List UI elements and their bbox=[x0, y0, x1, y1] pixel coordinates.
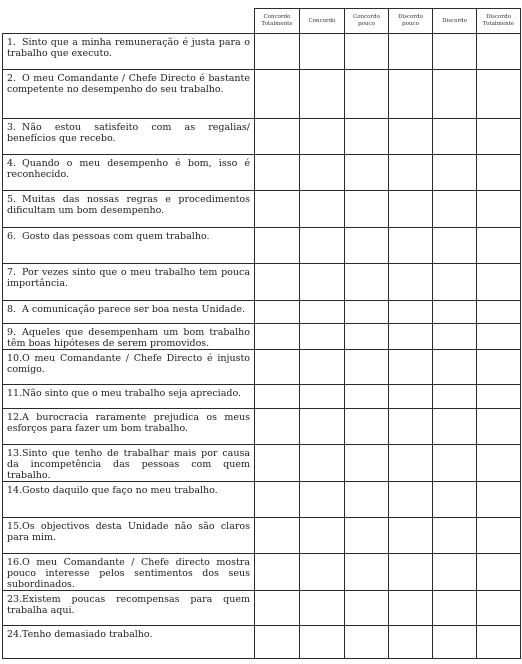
question-number: 13. bbox=[7, 448, 23, 459]
answer-cell[interactable] bbox=[389, 591, 433, 626]
answer-cell[interactable] bbox=[477, 324, 521, 350]
answer-cell[interactable] bbox=[477, 554, 521, 591]
header-blank-cell bbox=[3, 9, 255, 34]
question-text: Não sinto que o meu trabalho seja apreciado. bbox=[22, 388, 242, 399]
question-text: Não estou satisfeito com as regalias/ benefícios que recebo. bbox=[7, 122, 250, 144]
answer-cell[interactable] bbox=[345, 155, 389, 191]
answer-cell[interactable] bbox=[389, 409, 433, 445]
answer-cell[interactable] bbox=[255, 445, 300, 482]
question-row bbox=[3, 264, 521, 301]
column-header: Discordo pouco bbox=[389, 9, 433, 34]
answer-cell[interactable] bbox=[433, 350, 477, 385]
question-cell bbox=[3, 350, 255, 385]
answer-cell[interactable] bbox=[477, 626, 521, 659]
question-row bbox=[3, 119, 521, 155]
answer-cell[interactable] bbox=[345, 445, 389, 482]
question-number: 14. bbox=[7, 485, 23, 496]
question-row bbox=[3, 228, 521, 264]
answer-cell[interactable] bbox=[345, 409, 389, 445]
answer-cell[interactable] bbox=[300, 34, 345, 70]
answer-cell[interactable] bbox=[300, 191, 345, 228]
answer-cell[interactable] bbox=[300, 482, 345, 518]
question-number: 16. bbox=[7, 557, 23, 568]
answer-cell[interactable] bbox=[255, 591, 300, 626]
answer-cell[interactable] bbox=[433, 482, 477, 518]
question-text: Por vezes sinto que o meu trabalho tem pouca importância. bbox=[7, 267, 250, 289]
answer-cell[interactable] bbox=[433, 191, 477, 228]
answer-cell[interactable] bbox=[477, 385, 521, 409]
answer-cell[interactable] bbox=[345, 626, 389, 659]
column-header: Concordo bbox=[300, 9, 345, 34]
question-cell bbox=[3, 34, 255, 70]
question-number: 9. bbox=[7, 327, 17, 338]
answer-cell[interactable] bbox=[389, 385, 433, 409]
answer-cell[interactable] bbox=[300, 228, 345, 264]
question-row bbox=[3, 518, 521, 554]
answer-cell[interactable] bbox=[345, 119, 389, 155]
answer-cell[interactable] bbox=[433, 155, 477, 191]
answer-cell[interactable] bbox=[255, 228, 300, 264]
question-cell bbox=[3, 191, 255, 228]
answer-cell[interactable] bbox=[433, 591, 477, 626]
answer-cell[interactable] bbox=[300, 155, 345, 191]
answer-cell[interactable] bbox=[477, 350, 521, 385]
answer-cell[interactable] bbox=[300, 324, 345, 350]
answer-cell[interactable] bbox=[389, 34, 433, 70]
question-number: 3. bbox=[7, 122, 17, 133]
question-cell bbox=[3, 324, 255, 350]
question-row bbox=[3, 385, 521, 409]
question-row bbox=[3, 70, 521, 119]
question-number: 2. bbox=[7, 73, 17, 84]
answer-cell[interactable] bbox=[300, 350, 345, 385]
answer-cell[interactable] bbox=[255, 554, 300, 591]
question-number: 5. bbox=[7, 194, 17, 205]
answer-cell[interactable] bbox=[433, 119, 477, 155]
question-number: 1. bbox=[7, 37, 17, 48]
answer-cell[interactable] bbox=[345, 228, 389, 264]
answer-cell[interactable] bbox=[345, 385, 389, 409]
answer-cell[interactable] bbox=[477, 301, 521, 324]
question-cell bbox=[3, 445, 255, 482]
answer-cell[interactable] bbox=[433, 34, 477, 70]
header-row bbox=[3, 9, 521, 34]
question-cell bbox=[3, 409, 255, 445]
answer-cell[interactable] bbox=[477, 155, 521, 191]
question-text: Aqueles que desempenham um bom trabalho têm boas hipóteses de serem promovidos. bbox=[7, 327, 250, 349]
question-text: Tenho demasiado trabalho. bbox=[22, 629, 153, 640]
question-row bbox=[3, 409, 521, 445]
question-text: O meu Comandante / Chefe directo mostra pouco interesse pelos sentimentos dos seus subordinados. bbox=[7, 557, 250, 590]
question-number: 4. bbox=[7, 158, 17, 169]
column-header: Discordo bbox=[433, 9, 477, 34]
question-text: Os objectivos desta Unidade não são claros para mim. bbox=[7, 521, 250, 543]
answer-cell[interactable] bbox=[477, 445, 521, 482]
answer-cell[interactable] bbox=[345, 70, 389, 119]
answer-cell[interactable] bbox=[345, 301, 389, 324]
answer-cell[interactable] bbox=[255, 385, 300, 409]
question-cell bbox=[3, 155, 255, 191]
answer-cell[interactable] bbox=[477, 119, 521, 155]
question-number: 24. bbox=[7, 629, 23, 640]
question-number: 15. bbox=[7, 521, 23, 532]
answer-cell[interactable] bbox=[345, 591, 389, 626]
question-row bbox=[3, 324, 521, 350]
column-header: Concordo Totalmente bbox=[255, 9, 300, 34]
answer-cell[interactable] bbox=[477, 191, 521, 228]
answer-cell[interactable] bbox=[345, 482, 389, 518]
question-row bbox=[3, 445, 521, 482]
answer-cell[interactable] bbox=[345, 518, 389, 554]
question-cell bbox=[3, 264, 255, 301]
answer-cell[interactable] bbox=[389, 554, 433, 591]
answer-cell[interactable] bbox=[433, 409, 477, 445]
answer-cell[interactable] bbox=[433, 70, 477, 119]
question-cell bbox=[3, 385, 255, 409]
answer-cell[interactable] bbox=[389, 191, 433, 228]
column-header: Concordo pouco bbox=[345, 9, 389, 34]
answer-cell[interactable] bbox=[255, 301, 300, 324]
answer-cell[interactable] bbox=[255, 350, 300, 385]
answer-cell[interactable] bbox=[345, 350, 389, 385]
question-cell bbox=[3, 554, 255, 591]
question-number: 10. bbox=[7, 353, 23, 364]
question-row bbox=[3, 554, 521, 591]
question-text: Gosto das pessoas com quem trabalho. bbox=[22, 231, 210, 242]
question-row bbox=[3, 482, 521, 518]
answer-cell[interactable] bbox=[433, 228, 477, 264]
question-number: 12. bbox=[7, 412, 23, 423]
question-text: O meu Comandante / Chefe Directo é injusto comigo. bbox=[7, 353, 250, 375]
answer-cell[interactable] bbox=[345, 191, 389, 228]
answer-cell[interactable] bbox=[300, 626, 345, 659]
question-text: A burocracia raramente prejudica os meus esforços para fazer um bom trabalho. bbox=[7, 412, 250, 434]
answer-cell[interactable] bbox=[255, 626, 300, 659]
answer-cell[interactable] bbox=[433, 324, 477, 350]
question-cell bbox=[3, 626, 255, 659]
answer-cell[interactable] bbox=[255, 70, 300, 119]
answer-cell[interactable] bbox=[300, 409, 345, 445]
answer-cell[interactable] bbox=[477, 409, 521, 445]
answer-cell[interactable] bbox=[300, 385, 345, 409]
answer-cell[interactable] bbox=[389, 482, 433, 518]
answer-cell[interactable] bbox=[345, 554, 389, 591]
answer-cell[interactable] bbox=[477, 70, 521, 119]
answer-cell[interactable] bbox=[300, 518, 345, 554]
answer-cell[interactable] bbox=[255, 518, 300, 554]
answer-cell[interactable] bbox=[389, 264, 433, 301]
answer-cell[interactable] bbox=[345, 264, 389, 301]
answer-cell[interactable] bbox=[389, 155, 433, 191]
question-number: 6. bbox=[7, 231, 17, 242]
column-header: Discordo Totalmente bbox=[477, 9, 521, 34]
answer-cell[interactable] bbox=[389, 301, 433, 324]
question-row bbox=[3, 626, 521, 659]
question-row bbox=[3, 191, 521, 228]
question-cell bbox=[3, 518, 255, 554]
question-cell bbox=[3, 70, 255, 119]
question-row bbox=[3, 155, 521, 191]
answer-cell[interactable] bbox=[433, 264, 477, 301]
question-cell bbox=[3, 228, 255, 264]
answer-cell[interactable] bbox=[433, 626, 477, 659]
answer-cell[interactable] bbox=[345, 34, 389, 70]
survey-table bbox=[2, 8, 521, 659]
question-text: Existem poucas recompensas para quem trabalha aqui. bbox=[7, 594, 250, 616]
question-number: 11. bbox=[7, 388, 23, 399]
answer-cell[interactable] bbox=[255, 191, 300, 228]
question-text: Muitas das nossas regras e procedimentos dificultam um bom desempenho. bbox=[7, 194, 250, 216]
question-cell bbox=[3, 482, 255, 518]
question-row bbox=[3, 34, 521, 70]
answer-cell[interactable] bbox=[389, 70, 433, 119]
answer-cell[interactable] bbox=[477, 591, 521, 626]
answer-cell[interactable] bbox=[389, 228, 433, 264]
question-row bbox=[3, 301, 521, 324]
question-text: Sinto que tenho de trabalhar mais por causa da incompetência das pessoas com quem trabalho. bbox=[7, 448, 250, 481]
question-cell bbox=[3, 591, 255, 626]
question-number: 23. bbox=[7, 594, 23, 605]
answer-cell[interactable] bbox=[300, 591, 345, 626]
answer-cell[interactable] bbox=[477, 482, 521, 518]
answer-cell[interactable] bbox=[300, 301, 345, 324]
question-text: A comunicação parece ser boa nesta Unidade. bbox=[22, 304, 246, 315]
answer-cell[interactable] bbox=[300, 554, 345, 591]
answer-cell[interactable] bbox=[389, 119, 433, 155]
answer-cell[interactable] bbox=[389, 518, 433, 554]
answer-cell[interactable] bbox=[433, 301, 477, 324]
answer-cell[interactable] bbox=[255, 34, 300, 70]
answer-cell[interactable] bbox=[300, 70, 345, 119]
answer-cell[interactable] bbox=[255, 482, 300, 518]
answer-cell[interactable] bbox=[477, 34, 521, 70]
answer-cell[interactable] bbox=[300, 264, 345, 301]
answer-cell[interactable] bbox=[300, 445, 345, 482]
answer-cell[interactable] bbox=[255, 155, 300, 191]
question-row bbox=[3, 591, 521, 626]
question-text: O meu Comandante / Chefe Directo é bastante competente no desempenho do seu trabalho. bbox=[7, 73, 250, 95]
answer-cell[interactable] bbox=[255, 264, 300, 301]
answer-cell[interactable] bbox=[389, 350, 433, 385]
answer-cell[interactable] bbox=[389, 324, 433, 350]
question-number: 7. bbox=[7, 267, 17, 278]
question-text: Gosto daquilo que faço no meu trabalho. bbox=[22, 485, 218, 496]
answer-cell[interactable] bbox=[255, 119, 300, 155]
question-number: 8. bbox=[7, 304, 17, 315]
answer-cell[interactable] bbox=[477, 264, 521, 301]
answer-cell[interactable] bbox=[255, 409, 300, 445]
answer-cell[interactable] bbox=[433, 385, 477, 409]
question-text: Quando o meu desempenho é bom, isso é reconhecido. bbox=[7, 158, 250, 180]
answer-cell[interactable] bbox=[477, 518, 521, 554]
answer-cell[interactable] bbox=[300, 119, 345, 155]
question-row bbox=[3, 350, 521, 385]
answer-cell[interactable] bbox=[477, 228, 521, 264]
answer-cell[interactable] bbox=[433, 445, 477, 482]
answer-cell[interactable] bbox=[345, 324, 389, 350]
question-cell bbox=[3, 301, 255, 324]
answer-cell[interactable] bbox=[389, 626, 433, 659]
answer-cell[interactable] bbox=[433, 554, 477, 591]
answer-cell[interactable] bbox=[255, 324, 300, 350]
answer-cell[interactable] bbox=[389, 445, 433, 482]
answer-cell[interactable] bbox=[433, 518, 477, 554]
question-cell bbox=[3, 119, 255, 155]
question-text: Sinto que a minha remuneração é justa para o trabalho que executo. bbox=[7, 37, 250, 59]
